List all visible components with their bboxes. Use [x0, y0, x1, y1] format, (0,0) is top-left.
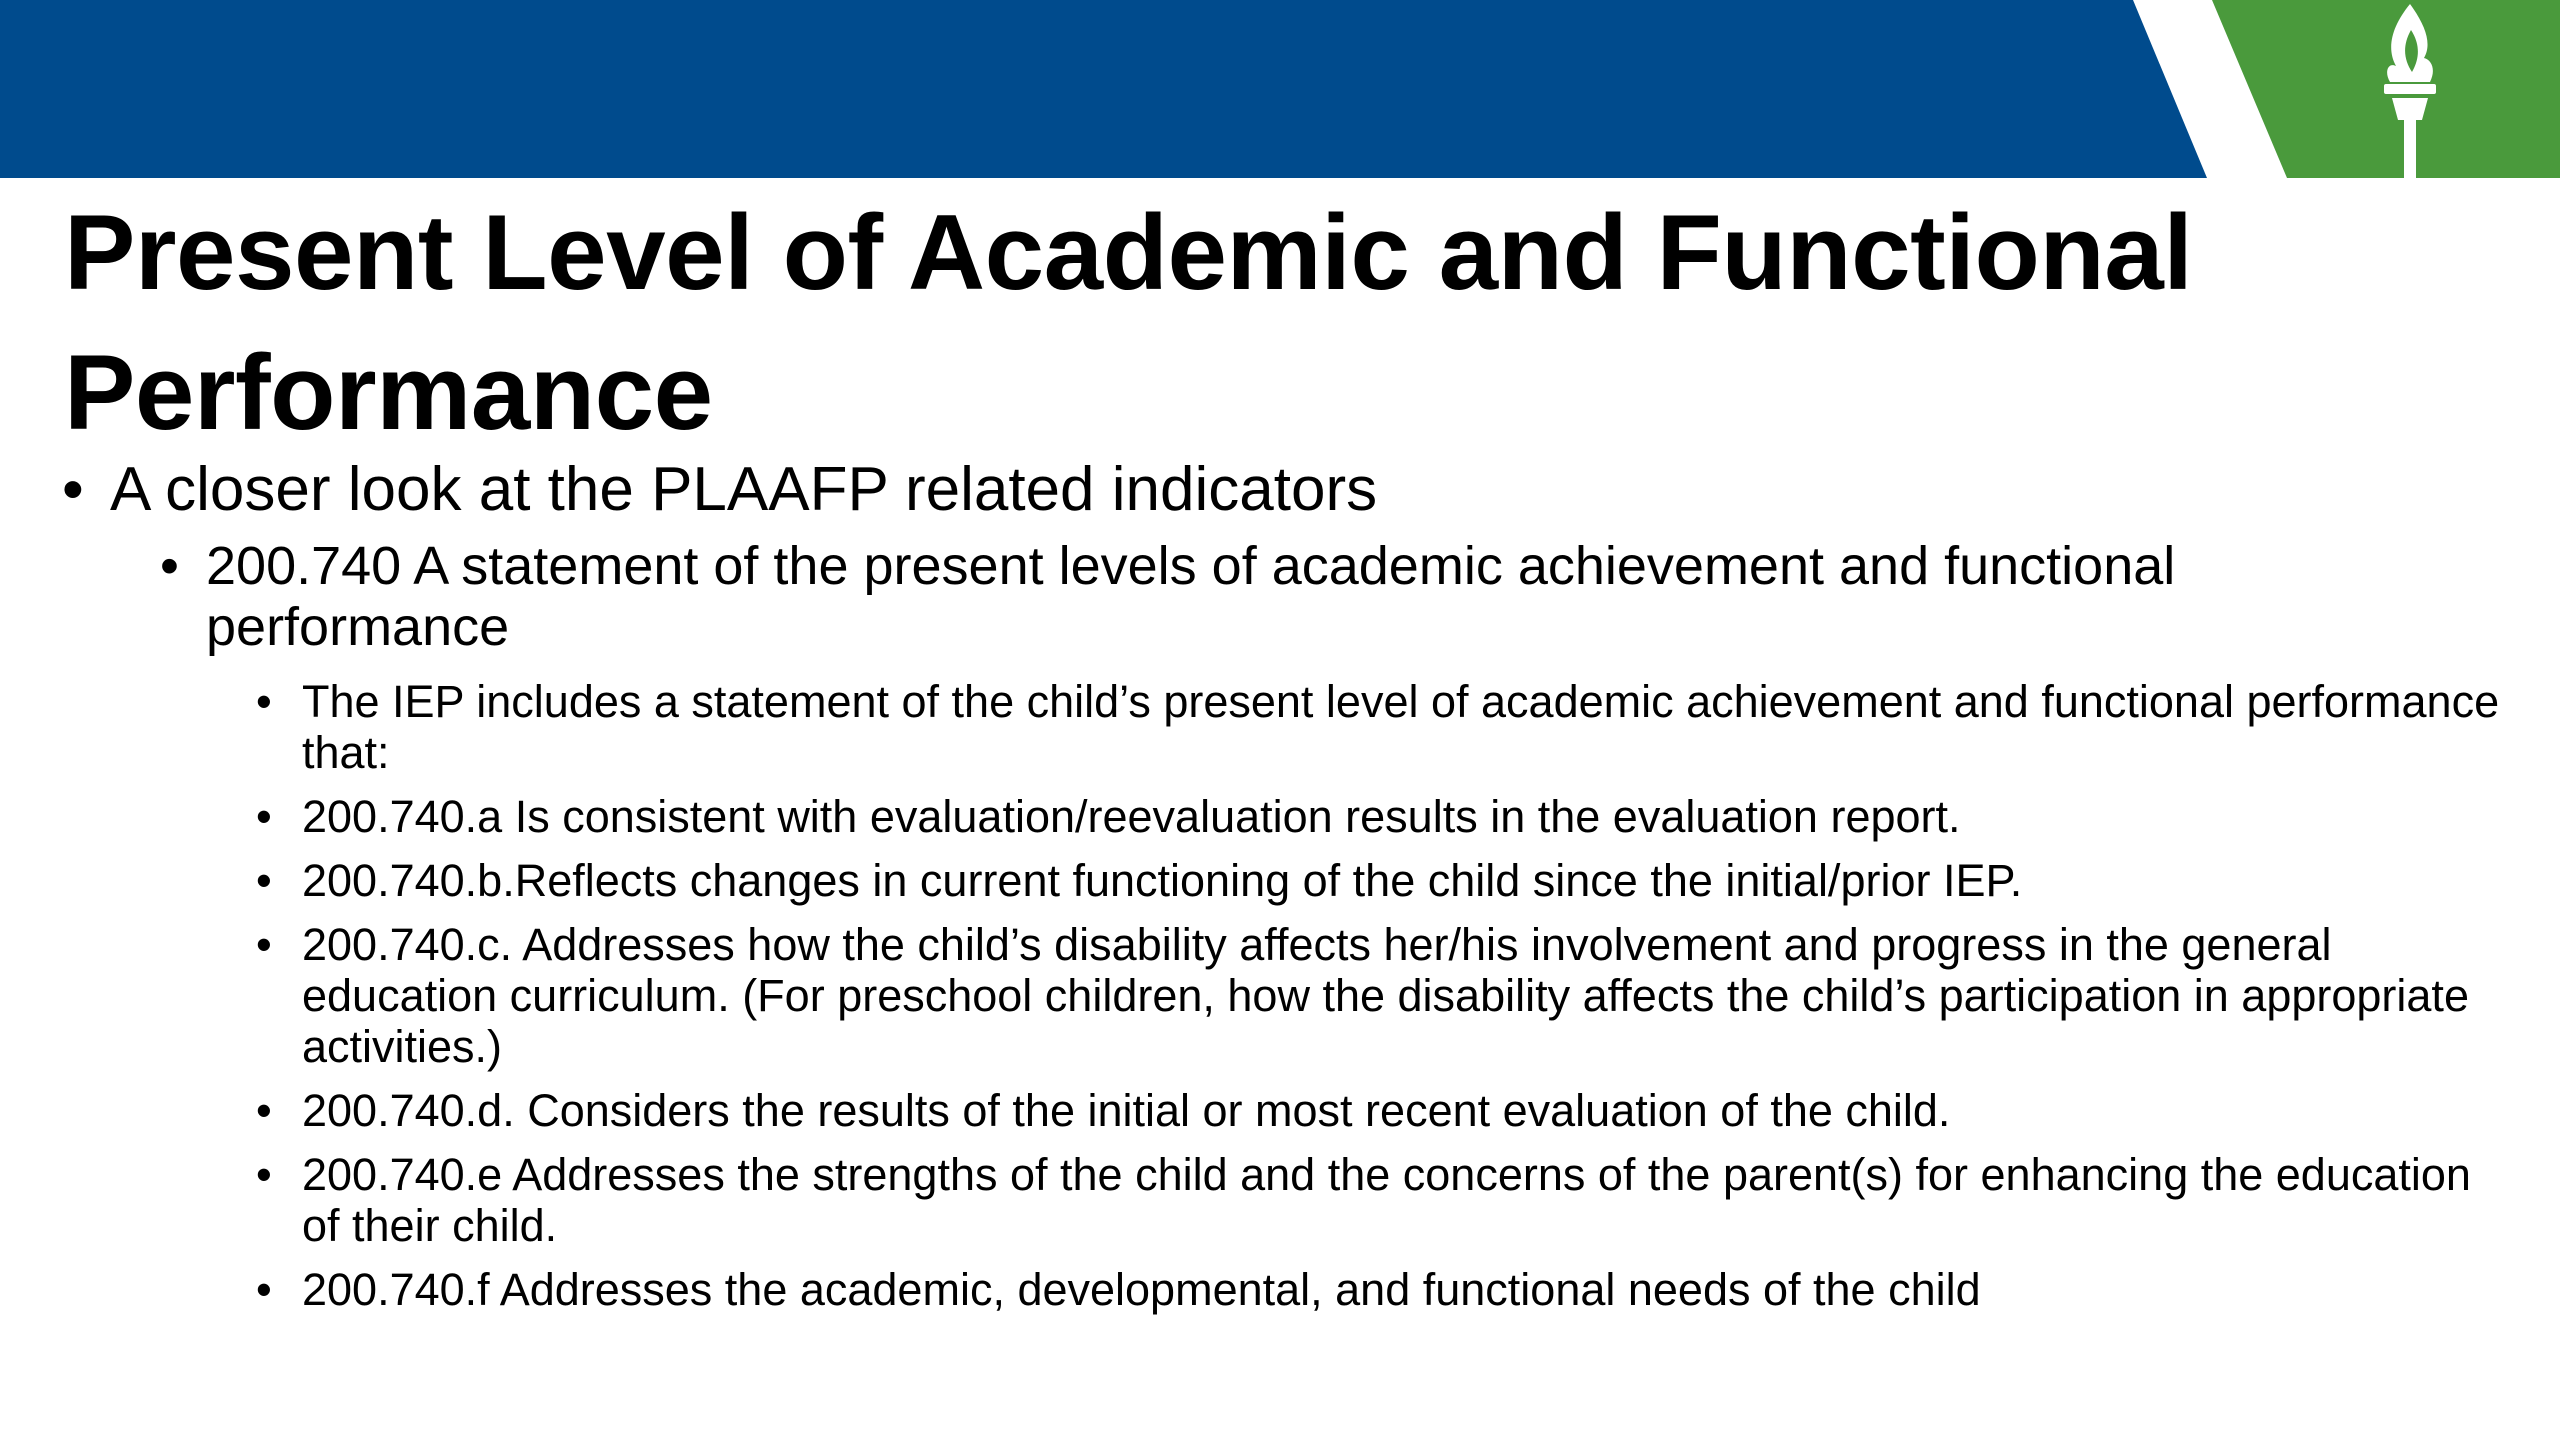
bullet-200-740-b: • 200.740.b.Reflects changes in current functioning of the child since the initial/prior IEP. — [302, 855, 2502, 906]
bullet-200-740: • 200.740 A statement of the present levels of academic achievement and functional performance — [206, 536, 2486, 658]
bullet-200-740-c: • 200.740.c. Addresses how the child’s disability affects her/his involvement and progress in the general education curriculum. (For preschool children, how the disability affects the child’s participation in appropriate activities.) — [302, 919, 2502, 1072]
slide-body — [0, 450, 2560, 1315]
bullet-list-level-2 — [0, 536, 2560, 658]
bullet-iep-statement: • The IEP includes a statement of the child’s present level of academic achievement and functional performance that: — [302, 676, 2502, 778]
bullet-plaafp-indicators: • A closer look at the PLAAFP related indicators — [110, 450, 2490, 530]
slide-title: Present Level of Academic and Functional Performance — [64, 192, 2193, 452]
bullet-200-740-a: • 200.740.a Is consistent with evaluation/reevaluation results in the evaluation report. — [302, 791, 2502, 842]
bullet-list-level-3 — [0, 676, 2560, 1315]
bullet-200-740-f: • 200.740.f Addresses the academic, developmental, and functional needs of the child — [302, 1264, 2502, 1315]
bullet-200-740-e: • 200.740.e Addresses the strengths of the child and the concerns of the parent(s) for enhancing the education of their child. — [302, 1149, 2502, 1251]
header-banner — [0, 0, 2560, 180]
bullet-list-level-1 — [0, 450, 2560, 530]
bullet-200-740-d: • 200.740.d. Considers the results of the initial or most recent evaluation of the child. — [302, 1085, 2502, 1136]
banner-blue-band — [0, 0, 2207, 178]
